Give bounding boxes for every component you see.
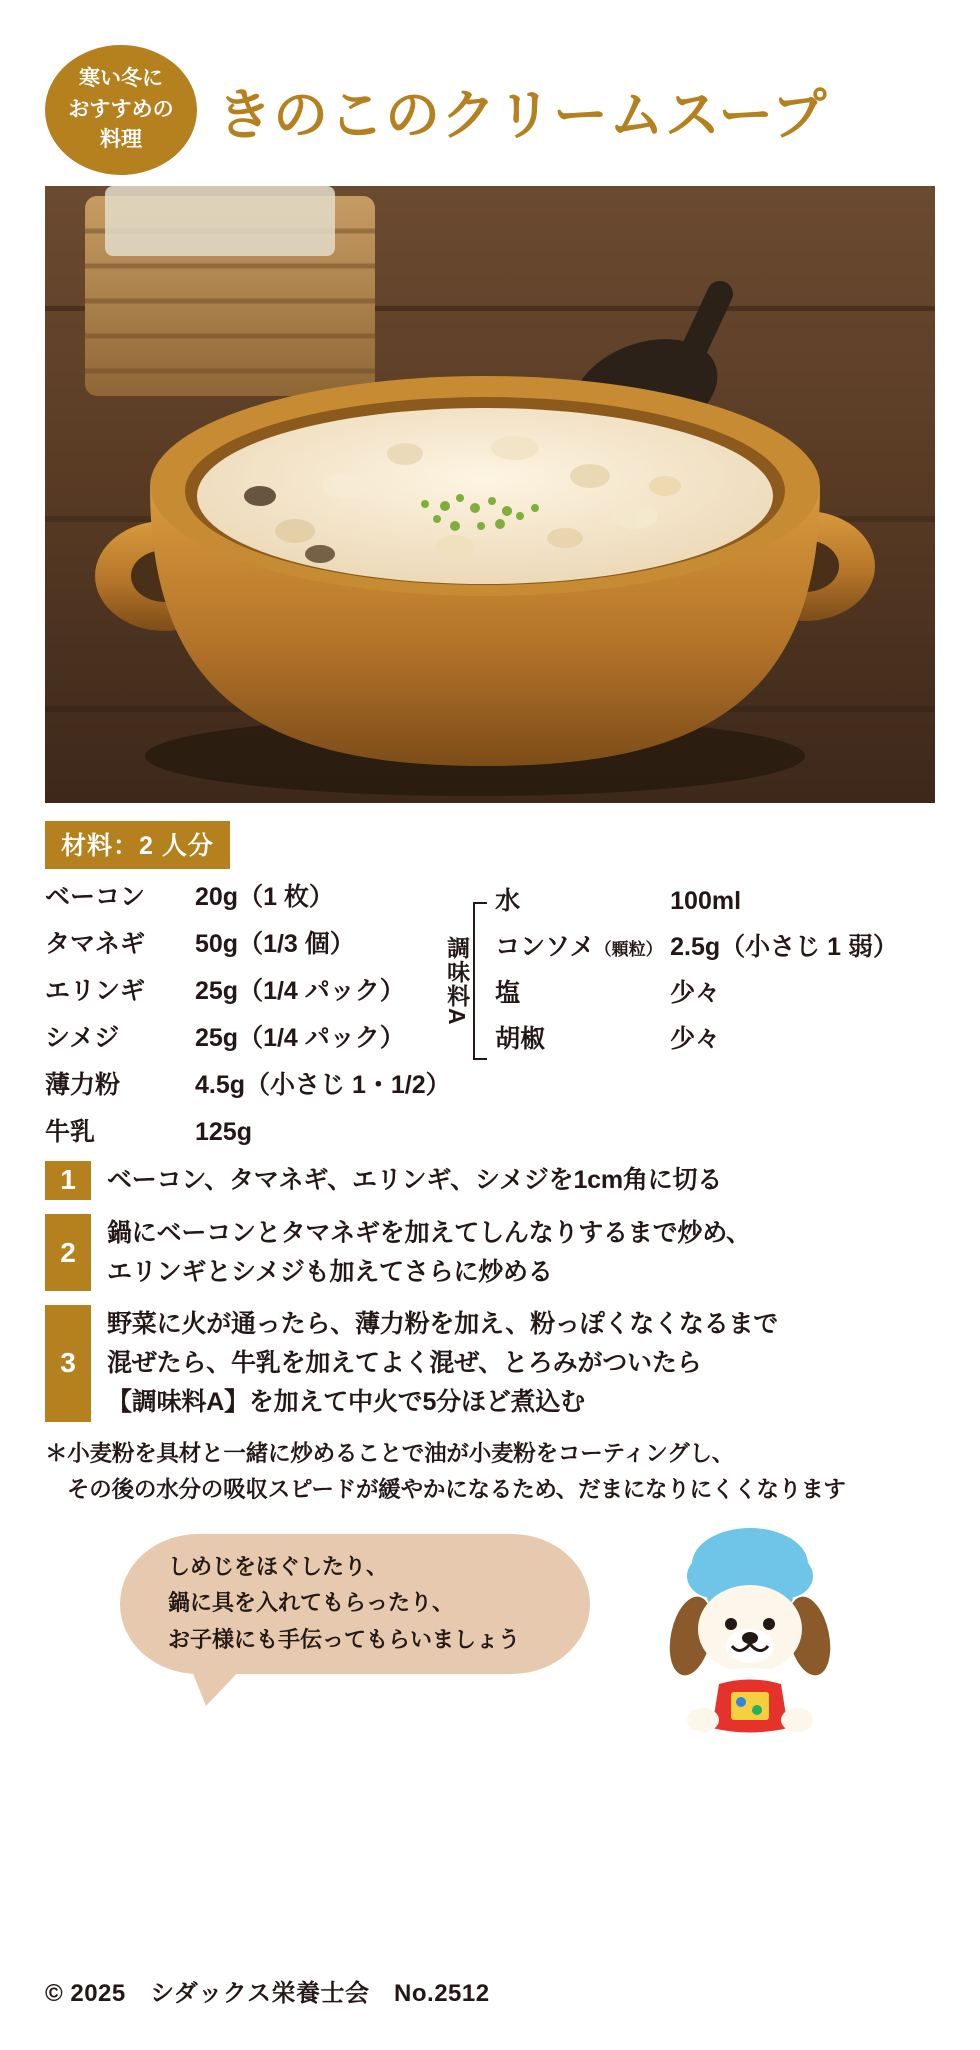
seasoning-row: [495, 935, 898, 960]
tip-note: [45, 1436, 935, 1508]
page-title: きのこのクリームスープ: [217, 83, 828, 146]
seasoning-label: 調味料A: [444, 936, 471, 1026]
seasoning-qty: 少々: [670, 979, 721, 1007]
step-number: 2: [45, 1214, 91, 1292]
badge-line-2: おすすめの: [68, 97, 174, 121]
ingredients-list: [45, 885, 465, 1167]
ingredient-row: [45, 885, 465, 910]
ingredient-row: [45, 932, 465, 957]
seasoning-row: [495, 981, 898, 1006]
copyright-footer: © 2025 シダックス栄養士会 No.2512: [45, 1980, 490, 2007]
ingredient-qty: 50g（1/3 個）: [195, 930, 355, 958]
step-number: 1: [45, 1161, 91, 1200]
mascot-illustration: [645, 1524, 855, 1739]
seasoning-row: [495, 889, 898, 914]
steps-list: [45, 1161, 935, 1422]
step-line: 混ぜたら、牛乳を加えてよく混ぜ、とろみがついたら: [107, 1349, 702, 1377]
seasoning-name: コンソメ（顆粒）: [495, 933, 663, 961]
ingredients-label: 材料：2 人分: [45, 821, 230, 869]
balloon-tail: [190, 1666, 244, 1706]
ingredient-name: 薄力粉: [45, 1071, 121, 1099]
seasoning-list: [495, 889, 898, 1073]
ingredient-name: タマネギ: [45, 930, 146, 958]
step-line: エリンギとシメジも加えてさらに炒める: [107, 1257, 553, 1286]
ingredient-name: シメジ: [45, 1024, 120, 1052]
step-text: [107, 1214, 751, 1292]
step-text: [107, 1305, 778, 1421]
seasoning-name: 水: [495, 887, 521, 915]
step-item: [45, 1305, 935, 1421]
seasoning-qty: 2.5g（小さじ 1 弱）: [670, 933, 898, 961]
seasoning-qty: 少々: [670, 1025, 721, 1053]
balloon-line-3: お子様にも手伝ってもらいましょう: [168, 1626, 521, 1652]
ingredient-row: [45, 1073, 465, 1098]
seasoning-name: 胡椒: [495, 1025, 546, 1053]
ingredient-name: 牛乳: [45, 1118, 96, 1146]
page-header: [45, 0, 935, 180]
chef-dog-mascot-icon: [645, 1524, 855, 1739]
speech-balloon: [120, 1534, 590, 1674]
header-badge: [45, 45, 197, 175]
ingredient-name: ベーコン: [45, 883, 146, 911]
seasoning-bracket: [473, 902, 487, 1060]
balloon-line-2: 鍋に具を入れてもらったり、: [168, 1590, 455, 1616]
ingredients-area: [45, 885, 935, 1155]
ingredient-qty: 25g（1/4 パック）: [195, 977, 405, 1005]
ingredient-row: [45, 1120, 465, 1145]
dish-photo: [45, 186, 935, 803]
step-line: 【調味料A】を加えて中火で5分ほど煮込む: [107, 1387, 585, 1416]
soup-photo-illustration: [45, 186, 935, 803]
ingredient-row: [45, 1026, 465, 1051]
step-number: 3: [45, 1305, 91, 1421]
badge-line-1: 寒い冬に: [79, 67, 163, 91]
badge-line-3: 料理: [100, 128, 142, 152]
step-line: ベーコン、タマネギ、エリンギ、シメジを1cm角に切る: [107, 1166, 723, 1194]
step-line: 鍋にベーコンとタマネギを加えてしんなりするまで炒め、: [107, 1218, 751, 1247]
ingredient-qty: 25g（1/4 パック）: [195, 1024, 405, 1052]
seasoning-name: 塩: [495, 979, 521, 1007]
mascot-area: [45, 1524, 935, 1754]
seasoning-qty: 100ml: [670, 887, 742, 915]
ingredient-qty: 20g（1 枚）: [195, 883, 334, 911]
note-line-1: ＊小麦粉を具材と一緒に炒めることで油が小麦粉をコーティングし、: [45, 1440, 735, 1466]
seasoning-group: [445, 889, 898, 1073]
step-line: 野菜に火が通ったら、薄力粉を加え、粉っぽくなくなるまで: [107, 1310, 779, 1339]
ingredient-row: [45, 979, 465, 1004]
ingredient-qty: 125g: [195, 1118, 252, 1146]
balloon-text: [168, 1549, 520, 1658]
ingredient-name: エリンギ: [45, 977, 146, 1005]
step-item: [45, 1214, 935, 1292]
ingredient-qty: 4.5g（小さじ 1・1/2）: [195, 1071, 451, 1099]
note-line-2: その後の水分の吸収スピードが緩やかになるため、だまになりにくくなります: [67, 1476, 846, 1502]
balloon-line-1: しめじをほぐしたり、: [168, 1554, 389, 1580]
seasoning-row: [495, 1027, 898, 1052]
